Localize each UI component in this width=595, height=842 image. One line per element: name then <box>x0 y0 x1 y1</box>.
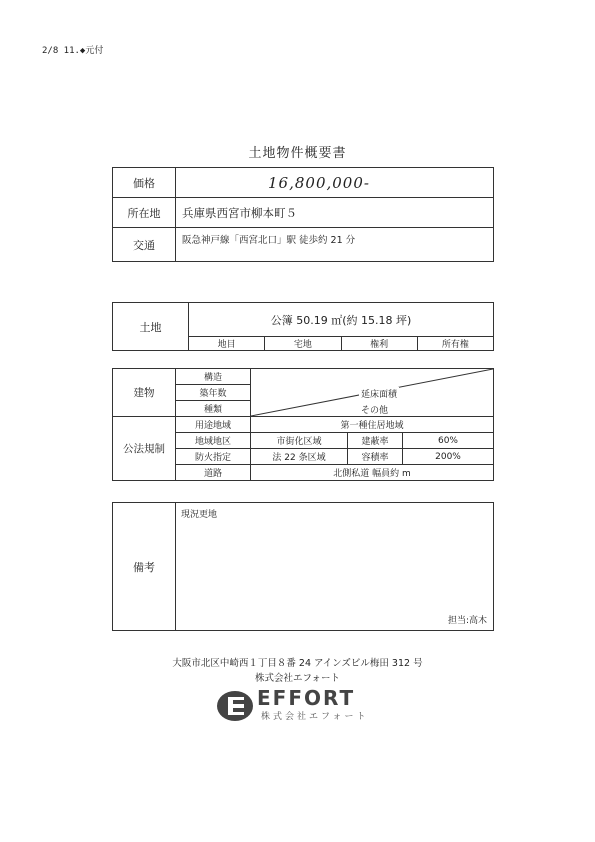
remarks-label: 備考 <box>113 503 176 631</box>
price-label: 価格 <box>113 168 176 198</box>
staff-note: 担当:高木 <box>447 616 487 626</box>
transit-label: 交通 <box>113 228 176 262</box>
fax-header-note: 2/8 11.◆元付 <box>42 46 104 56</box>
road-label: 道路 <box>176 465 251 481</box>
price-row <box>113 168 494 198</box>
company-address: 大阪市北区中崎西１丁目８番 24 アインズビル梅田 312 号 <box>172 658 423 669</box>
land-label: 土地 <box>113 303 189 351</box>
district-value: 市街化区域 <box>251 433 348 449</box>
land-rights-label: 権利 <box>341 337 417 351</box>
structure-label: 構造 <box>176 369 251 385</box>
price-value: 16,800,000- <box>268 173 370 192</box>
district-label: 地域地区 <box>176 433 251 449</box>
land-rights-value: 所有権 <box>417 337 493 351</box>
zoning-value: 第一種住居地域 <box>251 417 494 433</box>
company-name: 株式会社エフォート <box>254 673 341 684</box>
coverage-value: 60% <box>403 433 494 449</box>
price-value-cell <box>176 168 494 198</box>
fire-label: 防火指定 <box>176 449 251 465</box>
land-table <box>112 302 494 351</box>
other-label: その他 <box>359 403 390 416</box>
logo-subtext: 株式会社エフォート <box>261 712 369 722</box>
zoning-label: 用途地域 <box>176 417 251 433</box>
land-category-label: 地目 <box>189 337 265 351</box>
transit-row <box>113 228 494 262</box>
remarks-content: 現況更地 <box>181 510 218 520</box>
floor-area-label: 延床面積 <box>359 387 399 400</box>
logo-wordmark: EFFORT <box>257 686 356 710</box>
effort-logo <box>215 686 395 726</box>
building-blank-area <box>251 369 494 417</box>
remarks-cell <box>176 503 494 631</box>
far-label: 容積率 <box>348 449 403 465</box>
location-value: 兵庫県西宮市柳本町５ <box>176 198 494 228</box>
building-regulations-table <box>112 368 494 481</box>
zoning-row <box>113 417 494 433</box>
road-value: 北側私道 幅員約 m <box>251 465 494 481</box>
regulations-label: 公法規制 <box>113 417 176 481</box>
land-category-value: 宅地 <box>265 337 341 351</box>
location-label: 所在地 <box>113 198 176 228</box>
age-label: 築年数 <box>176 385 251 401</box>
remarks-table <box>112 502 494 631</box>
type-label: 種類 <box>176 401 251 417</box>
far-value: 200% <box>403 449 494 465</box>
land-area-row <box>113 303 494 337</box>
coverage-label: 建蔽率 <box>348 433 403 449</box>
remarks-row <box>113 503 494 631</box>
location-row <box>113 198 494 228</box>
building-label: 建物 <box>113 369 176 417</box>
fire-value: 法 22 条区域 <box>251 449 348 465</box>
land-area: 公簿 50.19 ㎡(約 15.18 坪) <box>189 303 494 337</box>
building-structure-row <box>113 369 494 385</box>
document-title: 土地物件概要書 <box>248 146 347 161</box>
transit-value: 阪急神戸線「西宮北口」駅 徒歩約 21 分 <box>176 228 494 262</box>
summary-table <box>112 167 494 262</box>
